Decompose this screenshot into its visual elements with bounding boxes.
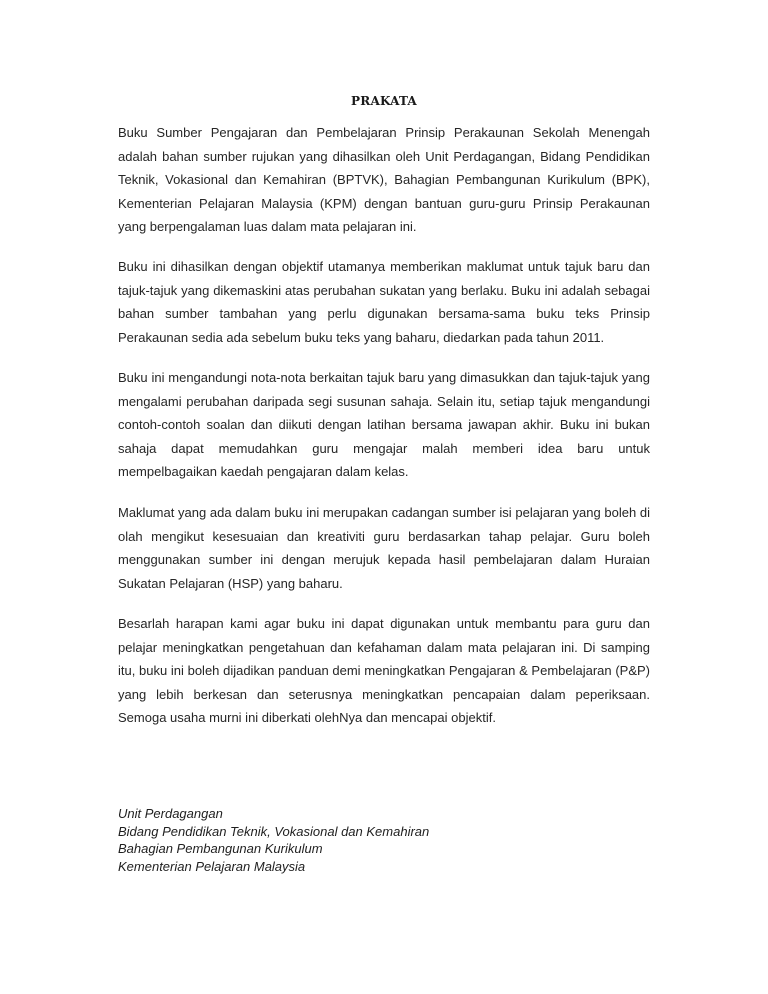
signature-line-unit: Unit Perdagangan: [118, 806, 223, 821]
paragraph-1: Buku Sumber Pengajaran dan Pembelajaran Prinsip Perakaunan Sekolah Menengah adalah bahan sumber rujukan yang dihasilkan oleh Unit Perdagangan, Bidang Pendidikan Teknik, Vokasional dan Kemahiran (BPTVK), Bahagian Pembangunan Kurikulum (BPK), Kementerian Pelajaran Malaysia (KPM) dengan bantuan guru-guru Prinsip Perakaunan yang berpengalaman luas dalam mata pelajaran ini.: [118, 125, 650, 234]
signature-line-ministry: Kementerian Pelajaran Malaysia: [118, 858, 306, 874]
paragraph-4: Maklumat yang ada dalam buku ini merupakan cadangan sumber isi pelajaran yang boleh di olah mengikut kesesuaian dan kreativiti guru berdasarkan tahap pelajar. Guru boleh menggunakan sumber ini dengan merujuk kepada hasil pembelajaran dalam Huraian Sukatan Pelajaran (HSP) yang baharu.: [118, 505, 650, 591]
paragraph-2: Buku ini dihasilkan dengan objektif utamanya memberikan maklumat untuk tajuk baru dan tajuk-tajuk yang dikemaskini atas perubahan sukatan yang berlaku. Buku ini adalah sebagai bahan sumber tambahan yang perlu digunakan bersama-sama buku teks Prinsip Perakaunan sedia ada sebelum buku teks yang baharu, diedarkan pada tahun 2011.: [118, 259, 650, 345]
paragraph-3: Buku ini mengandungi nota-nota berkaitan tajuk baru yang dimasukkan dan tajuk-tajuk yang mengalami perubahan daripada segi susunan sahaja. Selain itu, setiap tajuk mengandungi contoh-contoh soalan dan diikuti dengan latihan bersama jawapan akhir. Buku ini bukan sahaja dapat memudahkan guru mengajar malah memberi idea baru untuk mempelbagaikan kaedah pengajaran dalam kelas.: [118, 370, 650, 479]
paragraph-5: Besarlah harapan kami agar buku ini dapat digunakan untuk membantu para guru dan pelajar meningkatkan pengetahuan dan kefahaman dalam mata pelajaran ini. Di samping itu, buku ini boleh dijadikan panduan demi meningkatkan Pengajaran & Pembelajaran (P&P) yang lebih berkesan dan seterusnya meningkatkan pencapaian dalam peperiksaan. Semoga usaha murni ini diberkati olehNya dan mencapai objektif.: [118, 616, 650, 725]
page-title: PRAKATA: [351, 94, 417, 108]
signature-line-division: Bidang Pendidikan Teknik, Vokasional dan Kemahiran: [118, 823, 430, 839]
signature-block: [118, 805, 429, 875]
signature-line-department: Bahagian Pembangunan Kurikulum: [118, 841, 323, 856]
